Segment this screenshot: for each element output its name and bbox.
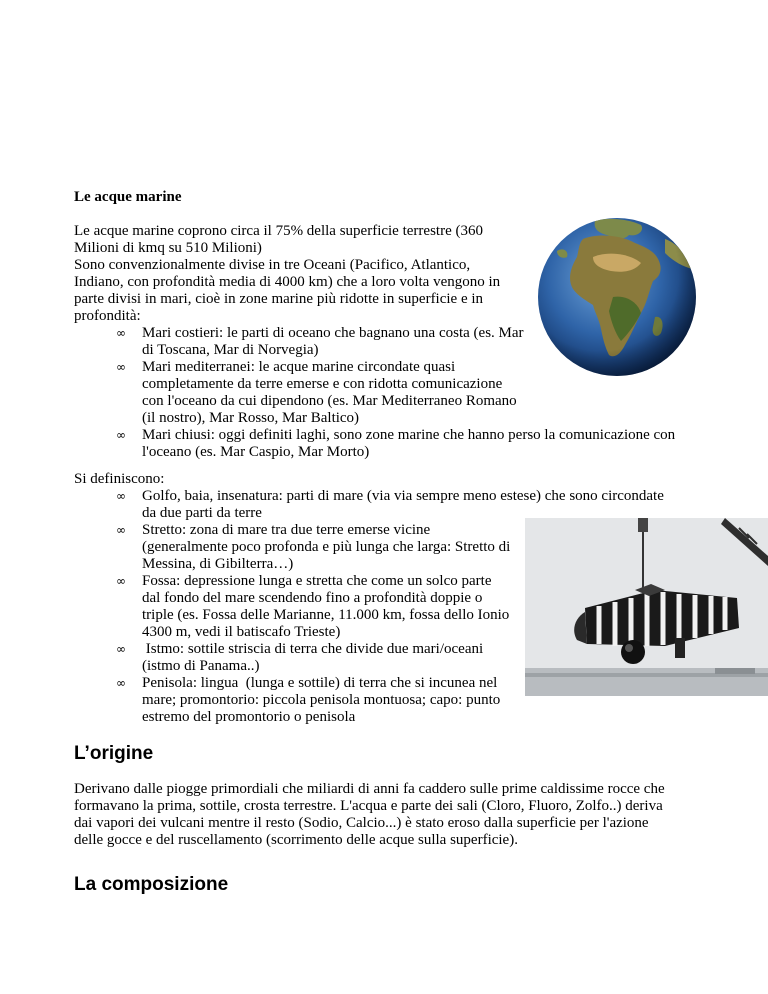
bullet-icon: ∞ — [116, 428, 126, 442]
list-item-line: (istmo di Panama..) — [142, 658, 260, 674]
list-item-line: Istmo: sottile striscia di terra che divide due mari/oceani — [142, 641, 484, 657]
list-item-line: dal fondo del mare scendendo fino a profondità doppie o — [142, 590, 483, 606]
paragraph-line: formavano la prima, sottile, crosta terrestre. L'acqua e parte dei sali (Cloro, Fluoro, Zolfo..) deriva — [74, 798, 663, 814]
list-item-line: (generalmente poco profonda e più lunga che larga: Stretto di — [142, 539, 511, 555]
bullet-icon: ∞ — [116, 676, 126, 690]
list-item-line: Mari chiusi: oggi definiti laghi, sono zone marine che hanno perso la comunicazione con — [142, 427, 676, 443]
list-item-line: mare; promontorio: piccola penisola montuosa; capo: punto — [142, 692, 501, 708]
list-item-line: triple (es. Fossa delle Marianne, 11.000 km, fossa dello Ionio — [142, 607, 510, 623]
intro-paragraph — [74, 223, 500, 325]
earth-globe-image — [537, 217, 697, 377]
list-item — [74, 427, 675, 461]
bullet-icon: ∞ — [116, 360, 126, 374]
bullet-icon: ∞ — [116, 489, 126, 503]
origin-paragraph — [74, 781, 665, 849]
list-item-line: estremo del promontorio o penisola — [142, 709, 356, 725]
list-item-line: Mari costieri: le parti di oceano che bagnano una costa (es. Mar — [142, 325, 524, 341]
section-title-origine: L’origine — [74, 743, 154, 764]
bullet-icon: ∞ — [116, 642, 126, 656]
intro-line: Indiano, con profondità media di 4000 km) che a loro volta vengono in — [74, 274, 501, 290]
list-item-line: completamente da terre emerse e con ridotta comunicazione — [142, 376, 503, 392]
list-item-line: Fossa: depressione lunga e stretta che come un solco parte — [142, 573, 492, 589]
list-item-line: Penisola: lingua (lunga e sottile) di terra che si incunea nel — [142, 675, 498, 691]
definitions-intro: Si definiscono: — [74, 471, 165, 487]
bullet-icon: ∞ — [116, 523, 126, 537]
paragraph-line: delle gocce e del ruscellamento (scorrimento delle acque sulla superficie). — [74, 832, 518, 848]
paragraph-line: Derivano dalle piogge primordiali che miliardi di anni fa caddero sulle prime caldissime rocce che — [74, 781, 665, 797]
paragraph-line: dai vapori dei vulcani mentre il resto (Sodio, Calcio...) è stato eroso dalla superficie per l'azione — [74, 815, 649, 831]
list-item-line: l'oceano (es. Mar Caspio, Mar Morto) — [142, 444, 370, 460]
section-title-acque-marine: Le acque marine — [74, 189, 182, 205]
list-item-line: Golfo, baia, insenatura: parti di mare (via via sempre meno estese) che sono circondate — [142, 488, 664, 504]
list-item-line: Messina, di Gibilterra…) — [142, 556, 294, 572]
list-item-line: di Toscana, Mar di Norvegia) — [142, 342, 319, 358]
intro-line: profondità: — [74, 308, 141, 324]
bullet-icon: ∞ — [116, 574, 126, 588]
bullet-icon: ∞ — [116, 326, 126, 340]
list-item-line: da due parti da terre — [142, 505, 262, 521]
list-item — [74, 488, 664, 522]
list-item-line: Mari mediterranei: le acque marine circondate quasi — [142, 359, 456, 375]
intro-line: Le acque marine coprono circa il 75% della superficie terrestre (360 — [74, 223, 483, 239]
list-item-line: 4300 m, vedi il batiscafo Trieste) — [142, 624, 341, 640]
list-item-line: con l'oceano da cui dipendono (es. Mar Mediterraneo Romano — [142, 393, 517, 409]
list-item-line: Stretto: zona di mare tra due terre emerse vicine — [142, 522, 431, 538]
list-item-line: (il nostro), Mar Rosso, Mar Baltico) — [142, 410, 360, 426]
bathyscaphe-photo — [525, 518, 768, 696]
intro-line: Sono convenzionalmente divise in tre Oceani (Pacifico, Atlantico, — [74, 257, 471, 273]
section-title-composizione: La composizione — [74, 874, 229, 895]
intro-line: parte divisi in mari, cioè in zone marine più ridotte in superficie e in — [74, 291, 484, 307]
intro-line: Milioni di kmq su 510 Milioni) — [74, 240, 262, 256]
